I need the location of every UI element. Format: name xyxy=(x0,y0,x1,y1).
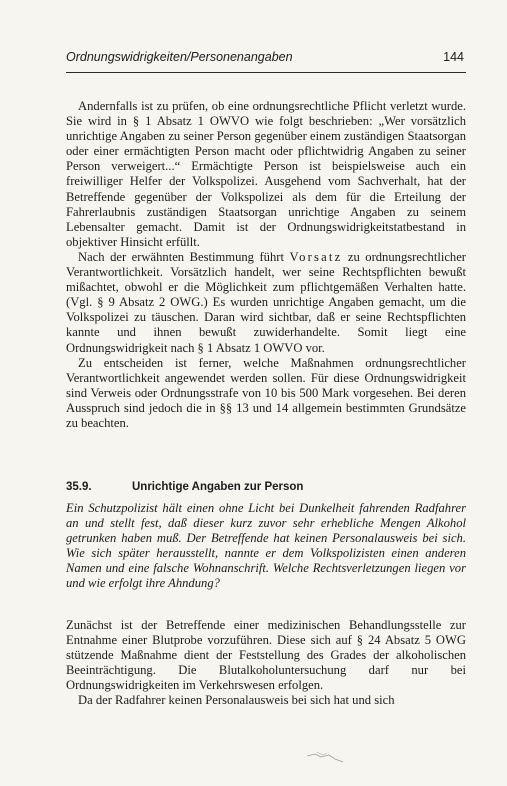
body-text-bottom xyxy=(66,618,466,709)
section-number: 35.9. xyxy=(66,481,92,493)
page-number: 144 xyxy=(443,50,464,64)
paragraph-owvo: Andernfalls ist zu prüfen, ob eine ordnungsrechtliche Pflicht verletzt wurde. Sie wird in § 1 Absatz 1 OWVO wie folgt beschrieben: „Wer vorsätzlich unrichtige Angaben zu seiner Person gegenüber einem zuständigen Staatsorgan oder einer ermächtigten Person macht oder pflichtwidrig Angaben zu seiner Person verweigert...“ Ermächtigte Person ist beispielsweise auch ein freiwilliger Helfer der Volkspolizei. Ausgehend vom Sachverhalt, hat der Betreffende gegenüber der Volkspolizei als dem für die Erteilung der Fahrerlaubnis zuständigen Staatsorgan unrichtige Angaben zu seinem Lebensalter gemacht. Damit ist der Ordnungswidrigkeitstatbestand in objektiver Hinsicht erfüllt. xyxy=(66,99,466,249)
vorsatz-before: Nach der erwähnten Bestimmung führt xyxy=(78,249,290,264)
section-heading xyxy=(66,481,466,493)
vorsatz-emphasis: Vorsatz xyxy=(289,249,343,264)
paragraph-radfahrer: Da der Radfahrer keinen Personalausweis bei sich hat und sich xyxy=(78,693,395,708)
paragraph-massnahmen: Zu entscheiden ist ferner, welche Maßnahmen ordnungsrechtlicher Verantwortlichkeit angewendet werden sollen. Für diese Ordnungswidrigkeit sind Verweis oder Ordnungsstrafe von 10 bis 500 Mark vorgesehen. Bei deren Ausspruch sind jedoch die in §§ 13 und 14 allgemein bestimmten Grundsätze zu beachten. xyxy=(66,355,466,430)
paragraph-blutprobe: Zunächst ist der Betreffende einer medizinischen Behandlungsstelle zur Entnahme einer Blutprobe vorzuführen. Diese sich auf § 24 Absatz 5 OWG stützende Maßnahme dient der Feststellung des Grades der alkoholischen Beeinträchtigung. Die Blutalkoholuntersuchung darf nur bei Ordnungswidrigkeiten im Verkehrswesen erfolgen. xyxy=(66,618,466,693)
running-title: Ordnungswidrigkeiten/Personenangaben xyxy=(66,50,293,64)
vorsatz-after: zu ordnungsrechtlicher Verantwortlichkeit. Vorsätzlich handelt, wer seine Rechtspflichten bewußt mißachtet, obwohl er die Möglichkeit zum pflichtgemäßen Verhalten hatte. (Vgl. § 9 Absatz 2 OWG.) Es wurden unrichtige Angaben gemacht, um die Volkspolizei zu täuschen. Daran wird sichtbar, daß er seine Rechtspflichten kannte und ihnen bewußt zuwiderhandelte. Somit liegt eine Ordnungswidrigkeit nach § 1 Absatz 1 OWVO vor. xyxy=(66,249,466,355)
running-header xyxy=(66,50,464,72)
case-text: Ein Schutzpolizist hält einen ohne Licht bei Dunkelheit fahrenden Radfahrer an und stellt fest, daß dieser kurz zuvor sehr erhebliche Mengen Alkohol getrunken haben muß. Der Betreffende hat keinen Personalausweis bei sich. Wie sich später herausstellt, nannte er dem Volkspolizisten einen anderen Namen und eine falsche Wohnanschrift. Welche Rechtsverletzungen liegen vor und wie erfolgt ihre Ahndung? xyxy=(66,501,466,591)
ink-smudge xyxy=(305,750,345,764)
section-title: Unrichtige Angaben zur Person xyxy=(132,481,304,493)
paragraph-vorsatz xyxy=(66,250,466,356)
header-rule xyxy=(66,72,466,73)
case-description xyxy=(66,501,466,592)
body-text-top xyxy=(66,99,466,431)
